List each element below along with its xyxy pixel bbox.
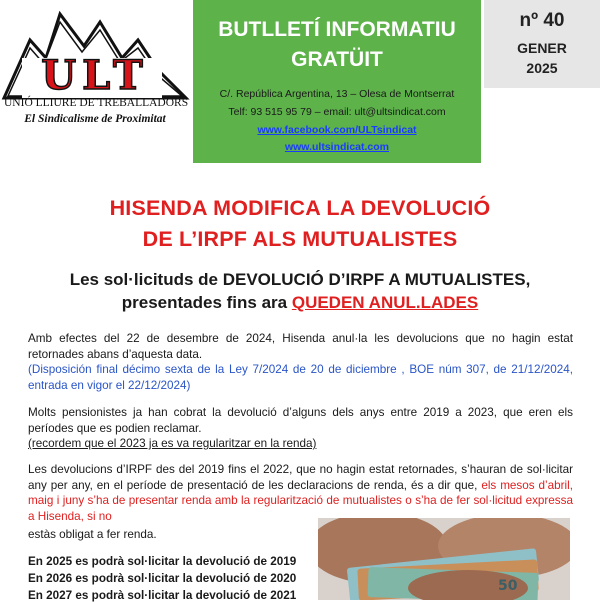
logo-text: ULT (41, 52, 149, 99)
photo-hands-euros (318, 518, 570, 600)
paragraph-2: Molts pensionistes ja han cobrat la devolució d’alguns dels anys entre 2019 a 2023, que eren els períodes que es podien reclamar. (28, 406, 573, 435)
cancelled-notice: QUEDEN ANUL.LADES (291, 293, 479, 312)
address: C/. República Argentina, 13 – Olesa de Montserrat (219, 88, 455, 100)
paragraph-3 (28, 462, 573, 524)
paragraph-1: Amb efectes del 22 de desembre de 2024, Hisenda anul·la les devolucions que no hagin estat retornades abans d’aquesta data. (28, 332, 573, 361)
subheadline-line1: Les sol·licituds de DEVOLUCIÓ D’IRPF A MUTUALISTES, (69, 270, 531, 289)
schedule-item: En 2026 es podrà sol·licitar la devolució de 2020 (28, 572, 297, 585)
schedule-item: En 2025 es podrà sol·licitar la devolució de 2019 (28, 555, 297, 568)
issue-number: nº 40 (519, 10, 565, 31)
headline-line1: HISENDA MODIFICA LA DEVOLUCIÓ (109, 196, 491, 220)
facebook-link[interactable]: www.facebook.com/ULTsindicat (257, 124, 417, 136)
schedule-item: En 2027 es podrà sol·licitar la devolució de 2021 (28, 589, 297, 602)
photo-illustration (318, 518, 570, 600)
bulletin-title: BUTLLETÍ INFORMATIU (218, 18, 456, 41)
svg-text:50: 50 (498, 578, 518, 594)
logo (0, 0, 190, 160)
subheadline-prefix: presentades fins ara (121, 293, 288, 312)
paragraph-3-end: estàs obligat a fer renda. (28, 528, 157, 541)
bulletin-subtitle: GRATÜIT (291, 48, 383, 71)
org-tagline: El Sindicalisme de Proximitat (24, 113, 166, 125)
issue-year: 2025 (526, 60, 558, 76)
headline-line2: DE L’IRPF ALS MUTUALISTES (142, 227, 458, 251)
org-name: UNIÓ LLIURE DE TREBALLADORS (4, 97, 189, 109)
legal-reference: (Disposición final décimo sexta de la Ley 7/2024 de 20 de diciembre , BOE núm 307, de 21/12/2024, entrada en vigor el 22/12/2024) (28, 363, 573, 392)
website-link[interactable]: www.ultsindicat.com (284, 141, 390, 153)
paragraph-3-deadline: els mesos d’abril, maig i juny s’ha de presentar renda amb la regularització de mutualistes o s’ha de fer sol·licitud expressa a Hisenda, si no (28, 478, 573, 523)
issue-month: GENER (517, 40, 567, 56)
paragraph-2-note: (recordem que el 2023 ja es va regularitzar en la renda) (28, 437, 317, 450)
paragraph-3-text: Les devolucions d’IRPF des del 2019 fins el 2022, que no hagin estat retornades, s’hauran de sol·licitar any per any, en el període de presentació de les declaracions de renda, és a dir que, (28, 463, 573, 492)
contact-info: Telf: 93 515 95 79 – email: ult@ultsindicat.com (228, 106, 446, 118)
subheadline-line2 (0, 293, 600, 313)
